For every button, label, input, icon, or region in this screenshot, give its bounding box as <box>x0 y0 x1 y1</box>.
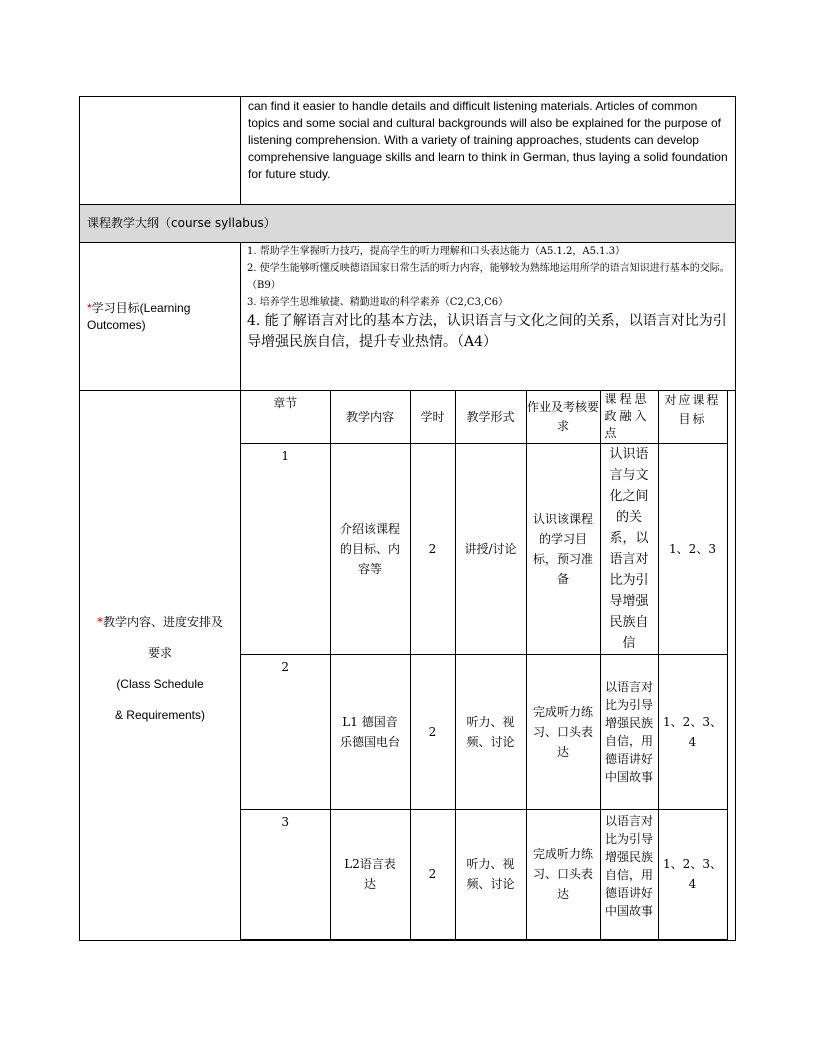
outcome-item: 4. 能了解语言对比的基本方法，认识语言与文化之间的关系，以语言对比为引导增强民族自信，提升专业热情。（A4） <box>247 313 727 350</box>
schedule-row <box>80 391 736 941</box>
homework-requirements: 认识该课程的学习目标，预习准备 <box>526 443 600 654</box>
teaching-hours: 2 <box>410 654 455 809</box>
description-left-cell <box>80 97 241 205</box>
schedule-label-en-2: & Requirements) <box>114 708 206 722</box>
chapter-number: 2 <box>241 654 330 809</box>
homework-requirements: 完成听力练习、口头表达 <box>526 809 600 939</box>
course-table <box>79 96 736 941</box>
outcome-item: 2. 使学生能够听懂反映德语国家日常生活的听力内容，能够较为熟练地运用所学的语言知识进行基本的交际。（B9） <box>247 263 730 291</box>
schedule-label-en-1: (Class Schedule <box>116 677 204 691</box>
schedule-label-cn-1: 教学内容、进度安排及 <box>102 615 223 629</box>
table-row <box>241 443 727 654</box>
header-hours: 学时 <box>410 391 455 443</box>
ideology-point: 以语言对比为引导增强民族自信，用德语讲好中国故事 <box>600 809 658 939</box>
teaching-form: 听力、视频、讨论 <box>455 809 526 939</box>
teaching-content: 介绍该课程的目标、内容等 <box>330 443 410 654</box>
document-page <box>79 96 735 941</box>
schedule-header-row <box>241 391 727 443</box>
header-ideology: 课程思政融入点 <box>600 391 658 443</box>
syllabus-header-row <box>80 205 736 243</box>
required-star: * <box>96 615 103 629</box>
learning-outcomes-label <box>80 243 240 390</box>
chapter-number: 3 <box>241 809 330 939</box>
ideology-point: 以语言对比为引导增强民族自信，用德语讲好中国故事 <box>600 654 658 809</box>
teaching-hours: 2 <box>410 809 455 939</box>
ideology-point: 认识语言与文化之间的关系，以语言对比为引导增强民族自信 <box>600 443 658 654</box>
course-goals: 1、2、3、4 <box>658 654 727 809</box>
table-row <box>241 654 727 809</box>
outcome-item: 3. 培养学生思维敏捷、精勤进取的科学素养（C2,C3,C6） <box>247 297 509 308</box>
header-form: 教学形式 <box>455 391 526 443</box>
teaching-content: L2语言表达 <box>330 809 410 939</box>
course-description: can find it easier to handle details and difficult listening materials. Articles of common topics and some social and cultural backgrounds will also be explained for the purpose of listening comprehension. With a variety of training approaches, students can develop comprehensive language skills and learn to think in German, thus laying a solid foundation for future study. <box>248 99 728 181</box>
teaching-form: 讲授/讨论 <box>455 443 526 654</box>
header-content: 教学内容 <box>330 391 410 443</box>
learning-outcomes-text: 学习目标(Learning Outcomes) <box>87 300 191 332</box>
description-cell <box>241 97 736 205</box>
learning-outcomes-row <box>80 243 736 391</box>
teaching-form: 听力、视频、讨论 <box>455 654 526 809</box>
header-chapter: 章节 <box>241 391 330 443</box>
teaching-hours: 2 <box>410 443 455 654</box>
schedule-label <box>80 391 240 731</box>
learning-outcomes-list <box>241 243 735 353</box>
course-goals: 1、2、3、4 <box>658 809 727 939</box>
teaching-content: L1 德国音乐德国电台 <box>330 654 410 809</box>
homework-requirements: 完成听力练习、口头表达 <box>526 654 600 809</box>
schedule-table <box>241 391 728 940</box>
table-row <box>241 809 727 939</box>
outcome-item: 1. 帮助学生掌握听力技巧，提高学生的听力理解和口头表达能力（A5.1.2，A5.1.3） <box>247 246 626 257</box>
course-goals: 1、2、3 <box>658 443 727 654</box>
header-goals: 对应课程目标 <box>658 391 727 443</box>
syllabus-title: 课程教学大纲（course syllabus） <box>80 205 735 242</box>
description-row <box>80 97 736 205</box>
chapter-number: 1 <box>241 443 330 654</box>
schedule-label-cn-2: 要求 <box>147 646 172 660</box>
required-star: * <box>87 300 92 315</box>
header-homework: 作业及考核要求 <box>526 391 600 443</box>
